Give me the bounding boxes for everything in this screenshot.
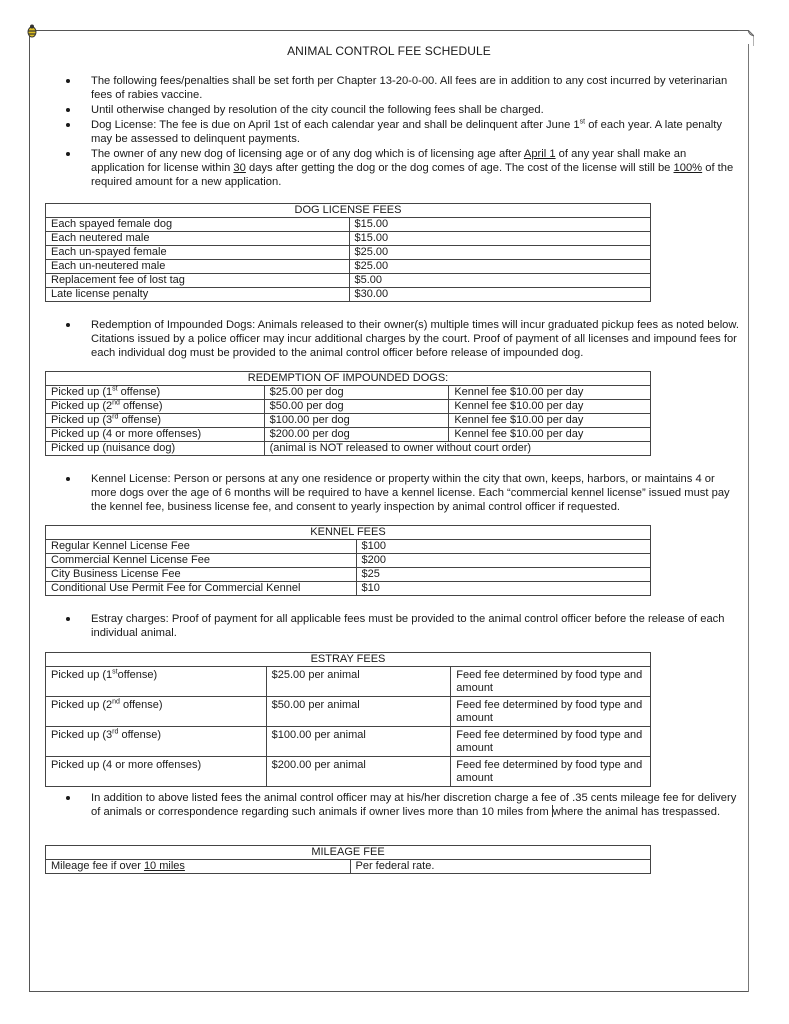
table-row [46,442,651,456]
fee-label: Commercial Kennel License Fee [46,554,357,568]
pickup-fee: $25.00 per dog [264,386,449,400]
table-title: KENNEL FEES [46,526,651,540]
text-segment: of each year. A late penalty may be assessed to delinquent payments. [91,119,722,145]
table-row [46,260,651,274]
fee-amount: $25 [356,568,650,582]
list-item: Redemption of Impounded Dogs: Animals released to their owner(s) multiple times will incur graduated pickup fees as noted below. Citations issued by a police officer may incur additional charges by the court. Proof of payment of all licenses and impound fees for each individual dog must be provided to the animal control officer before release of impounded dog. [60,318,740,360]
fee-label: Late license penalty [46,288,350,302]
pickup-fee: $100.00 per dog [264,414,449,428]
fee-label: Mileage fee if over 10 miles [46,860,351,874]
table-row [46,232,651,246]
fee-amount: $25.00 [349,246,650,260]
fee-label: Each un-neutered male [46,260,350,274]
offense-label: Picked up (2nd offense) [46,400,265,414]
table-row [46,414,651,428]
text-segment: The owner of any new dog of licensing age or of any dog which is of licensing age after [91,148,524,160]
list-item [60,791,740,819]
table-row [46,540,651,554]
redemption-bullet-list [60,318,740,361]
list-item: Estray charges: Proof of payment for all applicable fees must be provided to the animal control officer before the release of each individual animal. [60,612,740,640]
intro-bullet-list [60,74,740,190]
list-item [60,147,740,189]
fee-label: Regular Kennel License Fee [46,540,357,554]
text-segment: of the required amount for a new application. [91,162,734,188]
pickup-fee: $200.00 per animal [266,757,451,787]
fee-amount: $15.00 [349,232,650,246]
table-row [46,667,651,697]
feed-fee: Feed fee determined by food type and amount [451,667,651,697]
table-row [46,428,651,442]
feed-fee: Feed fee determined by food type and amount [451,757,651,787]
kennel-fee: Kennel fee $10.00 per day [449,428,651,442]
offense-label: Picked up (3rd offense) [46,414,265,428]
table-row [46,274,651,288]
dog-license-fees-table [45,203,651,302]
superscript: st [579,118,586,126]
underlined-text: 30 [233,162,246,174]
table-row [46,757,651,787]
table-row [46,697,651,727]
fee-label: Each spayed female dog [46,218,350,232]
fee-amount: $30.00 [349,288,650,302]
table-row [46,860,651,874]
estray-bullet-list [60,612,740,641]
text-segment: In addition to above listed fees the animal control officer may at his/her discretion charge a fee of .35 cents mileage fee for delivery of animals or correspondence regarding such animals if owner lives more than 10 miles from [91,792,737,818]
text-segment: of any year shall make an application for license within [91,148,687,174]
estray-fees-table [45,652,651,787]
pickup-fee: $50.00 per animal [266,697,451,727]
kennel-fee: Kennel fee $10.00 per day [449,414,651,428]
pickup-fee: $200.00 per dog [264,428,449,442]
bee-icon [26,24,38,38]
table-row [46,568,651,582]
list-item: The following fees/penalties shall be set forth per Chapter 13-20-0-00. All fees are in addition to any cost incurred by veterinarian fees of rabies vaccine. [60,74,740,102]
table-row [46,582,651,596]
table-title: MILEAGE FEE [46,846,651,860]
pickup-fee: $100.00 per animal [266,727,451,757]
fee-label: Each un-spayed female [46,246,350,260]
kennel-fee: Kennel fee $10.00 per day [449,400,651,414]
underlined-text: 100% [673,162,703,174]
table-row [46,400,651,414]
list-item: Kennel License: Person or persons at any one residence or property within the city that own, keeps, harbors, or maintains 4 or more dogs over the age of 6 months will be required to have a kennel license. Each “commercial kennel license” issued must pay the kennel fee, business license fee, and consent to yearly inspection by animal control officer if requested. [60,472,740,514]
feed-fee: Feed fee determined by food type and amount [451,697,651,727]
table-row [46,288,651,302]
table-title: REDEMPTION OF IMPOUNDED DOGS: [46,372,651,386]
fee-amount: Per federal rate. [350,860,651,874]
offense-label: Picked up (4 or more offenses) [46,757,267,787]
fee-label: Each neutered male [46,232,350,246]
table-row [46,386,651,400]
page-edge [748,44,749,992]
table-title: DOG LICENSE FEES [46,204,651,218]
offense-label: Picked up (1st offense) [46,386,265,400]
list-item: Until otherwise changed by resolution of the city council the following fees shall be charged. [60,103,740,117]
fee-amount: $5.00 [349,274,650,288]
kennel-fees-table [45,525,651,596]
table-row [46,554,651,568]
offense-label: Picked up (4 or more offenses) [46,428,265,442]
fee-amount: $100 [356,540,650,554]
table-title: ESTRAY FEES [46,653,651,667]
underlined-text: April 1 [523,148,556,160]
pickup-fee: $50.00 per dog [264,400,449,414]
text-segment: Dog License: The fee is due on April 1st of each calendar year and shall be delinquent after June 1 [91,119,580,131]
offense-label: Picked up (1stoffense) [46,667,267,697]
impounded-dogs-table [45,371,651,456]
text-segment: days after getting the dog or the dog comes of age. The cost of the license will still be [245,162,674,174]
mileage-bullet-list [60,791,740,820]
offense-label: Picked up (3rd offense) [46,727,267,757]
pickup-fee: $25.00 per animal [266,667,451,697]
fee-label: Replacement fee of lost tag [46,274,350,288]
list-item [60,118,740,146]
fee-label: Conditional Use Permit Fee for Commercial Kennel [46,582,357,596]
kennel-fee: Kennel fee $10.00 per day [449,386,651,400]
fee-amount: $15.00 [349,218,650,232]
offense-label: Picked up (nuisance dog) [46,442,265,456]
table-row [46,727,651,757]
page-title: ANIMAL CONTROL FEE SCHEDULE [287,44,491,58]
kennel-bullet-list [60,472,740,515]
fee-amount: $10 [356,582,650,596]
offense-label: Picked up (2nd offense) [46,697,267,727]
text-segment: where the animal has trespassed. [552,806,721,818]
fee-amount: $25.00 [349,260,650,274]
fee-label: City Business License Fee [46,568,357,582]
table-row [46,246,651,260]
fee-amount: $200 [356,554,650,568]
table-row [46,218,651,232]
feed-fee: Feed fee determined by food type and amount [451,727,651,757]
nuisance-note: (animal is NOT released to owner without court order) [264,442,650,456]
mileage-fee-table [45,845,651,874]
